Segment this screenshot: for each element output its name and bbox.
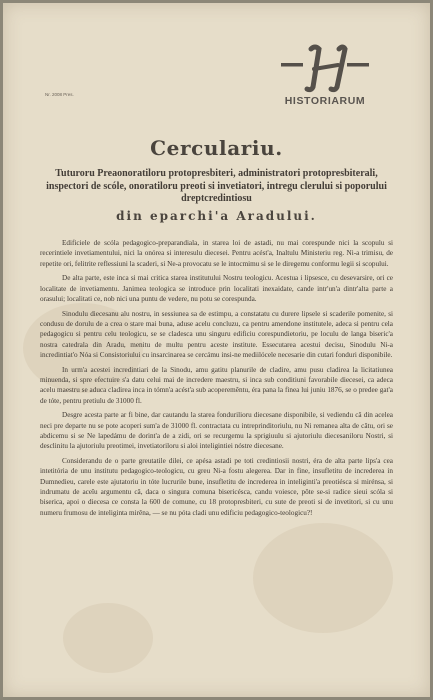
document-page	[3, 3, 430, 697]
eparchy-heading: din eparchi'a Aradului.	[116, 209, 317, 223]
paper-stain	[253, 523, 393, 633]
body-paragraph: In urm'a acestei incredintiari de la Sinodu, amu gatitu planurile de cladire, amu pusu cladirea la licitatiunea minuenda, si spre efectuire s'a datu celui mai de incredere maestru, si inca sub conditiuni favorabile diecesei, ca adeca acelu maestru se aduca cladirea inca in tómn'a acést'a sub acoperemêntu, éra pana la finea lui juniu 1876, se o predee gat'a de tóte, pentru pretiulu de 31000 fl.	[40, 365, 393, 405]
addressee-heading: Tuturoru Preaonoratiloru protopresbiteri, administratori protopresbiterali, inspectori de scóle, onoratiloru preoti si invetiatori, intregu clerului si poporului dreptcredintiosu	[46, 168, 387, 204]
body-paragraph: Considerandu de o parte greutatile dilei, ce apésa astadi pe toti credintiosii nostri, éra de alta parte lips'a cea intetitória de unu institutu pedagogico-teologicu, cu greu Ni-a fostu alegerea. Dar in fine, insufletitu de increderea in Dumnedieu, carele este ajutatoriu in tóte lucrurile bune, insufletitu de increderea in inteliginti'a preotiésca si mirénsa, si indrumatu de aceîu argumentu câ, daca o singura comuna bisericésca, candu voiesce, pôte se-si radice sieui scóla si biserica, apoi o diecesa ce consta la 600 de comune, cu 18 protopresbiteri, cu sute de preoti si de invetitori, si cu unu numeru frumosu de inteliginta mirêna, — se nu póta cladi unu edificiu pedagogico-teologicu?!	[40, 457, 393, 517]
body-paragraph: De alta parte, este inca si mai critica starea institutului Nostru teologicu. Acestua i lipsesce, cu desevarsire, ori ce localitate de invetiamentu. Janimea teologica se introduce prin localitati inexaidate, cande intr'un'a dintr'alta parte a orasului; localitati ce, nob nici una puntu de vedere, nu potu se corespunda.	[40, 274, 393, 303]
reference-number: Nr. 2008 Pres.	[45, 92, 74, 97]
body-paragraph: Edificiele de scóla pedagogico-preparandiala, in starea loi de astadi, nu mai corespunde nici la scopulu si recerintiele invetiamentului, nici la onórea si interesulu diecesei. Pentru acést'a, Inaltulu Ministeriu reg. Ni-a trimisu, de repetite ori, felitrite reflessiuni la scaderi, si Ne-a provocatu se le intocmimu si se le diregemu conformu legii si scopului.	[40, 239, 393, 268]
document-title: Cerculariu.	[150, 136, 283, 160]
body-paragraph: Desgre acesta parte ar fi bine, dar cautandu la starea fondurilioru diecesane disponibile, si vediendu câ din acelea neci pre departe nu se pote acoperi sum'a de 31000 fl. contractata cu intreprinditoriulu, nu Ni remanea alta de câtu, ori se abdicemu si se Ne lapedámu de dorint'a de a zidi, ori se recurgemu la sprigiuulu si ajutoriulu diecesaniloru Nostri, si desclinitu la ajutoriulu preotimei, invetiatoriloru si aloi inteligintiei nóstre diecesane.	[40, 411, 393, 451]
letter-body	[40, 238, 393, 522]
watermark-text: HISTORIARUM	[284, 95, 366, 107]
body-paragraph: Sinodulu diecesanu alu nostru, in sessiunea sa de estimpu, a constatatu cu durere lipsele si scaderile pomenite, si condusu de dorulu de a crea o stare mai buna, aduse acelu concluzu, ca pentru amendone institutele, adeca si pentru cela pedagogicu si pentru celu teologicu, se se cladesca unu singuru edificiu corespundietoriu, pe loculu de langa biseric'a nostra catedrala din Aradu, menitu de multu pentru aceste institute. Essecutarea acestui decisu, Sinodulu Ni-a incredintiat'o Nóa si Consistoriului cu insarcinarea se cercámu insi-ne mediilócele necesarie din cutari fonduri disponibile.	[40, 309, 393, 359]
historiarum-logo-icon	[281, 43, 369, 95]
paper-stain	[63, 603, 153, 673]
historiarum-watermark	[269, 43, 381, 107]
